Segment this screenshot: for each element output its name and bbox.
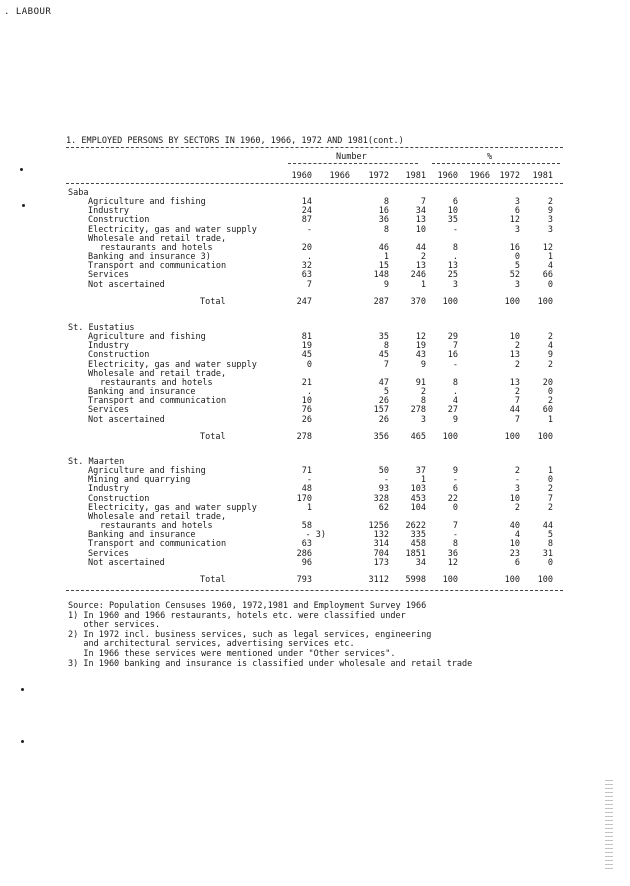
- row-label: Electricity, gas and water supply: [88, 224, 257, 235]
- year-header-number: 1981: [405, 171, 426, 181]
- total-number: 278: [296, 431, 312, 442]
- cell-percent: 2: [514, 341, 520, 352]
- cell-number: 1851: [405, 548, 426, 559]
- cell-number: 87: [301, 215, 312, 226]
- cell-percent: 2: [547, 197, 553, 208]
- cell-number: 37: [415, 466, 426, 477]
- total-number: 5998: [405, 574, 426, 585]
- row-label: Agriculture and fishing: [88, 466, 206, 477]
- row-label: Wholesale and retail trade,: [88, 511, 227, 522]
- section-name: St. Eustatius: [68, 323, 135, 333]
- row-label: Electricity, gas and water supply: [88, 359, 257, 370]
- cell-percent: -: [452, 530, 458, 541]
- cell-number: 1: [420, 475, 426, 486]
- row-label: Industry: [88, 341, 129, 352]
- row-label: Construction: [88, 493, 150, 504]
- cell-percent: -: [452, 224, 458, 235]
- row-label: Agriculture and fishing: [88, 197, 206, 208]
- cell-number: 0: [306, 359, 312, 370]
- cell-number: 2: [420, 252, 426, 263]
- table-title: 1. EMPLOYED PERSONS BY SECTORS IN 1960, 1966, 1972 AND 1981(cont.): [66, 136, 404, 146]
- cell-percent: 7: [514, 414, 520, 425]
- row-label: Agriculture and fishing: [88, 332, 206, 343]
- cell-percent: 44: [542, 521, 553, 532]
- total-percent: 100: [504, 431, 520, 442]
- cell-percent: 29: [447, 332, 458, 343]
- cell-percent: 3: [514, 484, 520, 495]
- cell-percent: 23: [509, 548, 520, 559]
- cell-number: 14: [301, 197, 312, 208]
- cell-number: 335: [410, 530, 426, 541]
- cell-percent: 9: [452, 414, 458, 425]
- number-group-rule: [288, 163, 418, 164]
- row-label: restaurants and hotels: [100, 242, 213, 253]
- cell-percent: 13: [509, 350, 520, 361]
- table-bottom-rule: [66, 590, 563, 591]
- row-label: Electricity, gas and water supply: [88, 502, 257, 513]
- cell-number: 170: [296, 493, 312, 504]
- cell-number: 314: [373, 539, 389, 550]
- cell-percent: 1: [547, 414, 553, 425]
- footnote-line: other services.: [68, 620, 161, 631]
- cell-number: 96: [301, 557, 312, 568]
- cell-number: 34: [415, 557, 426, 568]
- cell-percent: 22: [447, 493, 458, 504]
- cell-number: 3: [420, 414, 426, 425]
- cell-percent: 0: [547, 279, 553, 290]
- cell-number: 26: [301, 414, 312, 425]
- cell-percent: 2: [514, 466, 520, 477]
- cell-percent: 3: [547, 224, 553, 235]
- total-label: Total: [200, 574, 226, 585]
- row-label: Banking and insurance: [88, 530, 196, 541]
- cell-number: -: [383, 475, 389, 486]
- cell-number: 9: [420, 359, 426, 370]
- row-label: Industry: [88, 484, 129, 495]
- cell-number: 8: [420, 396, 426, 407]
- total-percent: 100: [504, 574, 520, 585]
- cell-percent: 3: [514, 279, 520, 290]
- cell-percent: -: [452, 475, 458, 486]
- total-label: Total: [200, 296, 226, 307]
- row-label: Wholesale and retail trade,: [88, 233, 227, 244]
- year-header-percent: 1981: [532, 171, 553, 181]
- footnote-line: 3) In 1960 banking and insurance is classified under wholesale and retail trade: [68, 658, 473, 669]
- row-label: Transport and communication: [88, 539, 227, 550]
- cell-percent: -: [452, 359, 458, 370]
- row-label: restaurants and hotels: [100, 521, 213, 532]
- header-bottom-rule: [66, 183, 563, 184]
- cell-number: 34: [415, 206, 426, 217]
- row-label: Services: [88, 548, 129, 559]
- total-number: 247: [296, 296, 312, 307]
- cell-number: - 3): [305, 530, 326, 541]
- cell-number: 7: [383, 359, 389, 370]
- cell-percent: 9: [452, 466, 458, 477]
- year-header-number: 1966: [329, 171, 350, 181]
- cell-number: 1256: [368, 521, 389, 532]
- cell-number: 46: [378, 242, 389, 253]
- total-percent: 100: [537, 296, 553, 307]
- cell-number: .: [306, 252, 312, 263]
- cell-number: 43: [415, 350, 426, 361]
- cell-number: 26: [378, 396, 389, 407]
- cell-number: 58: [301, 521, 312, 532]
- cell-percent: 4: [547, 341, 553, 352]
- cell-percent: 2: [547, 396, 553, 407]
- total-number: 370: [410, 296, 426, 307]
- cell-percent: 7: [452, 521, 458, 532]
- cell-percent: 6: [514, 557, 520, 568]
- row-label: Construction: [88, 215, 150, 226]
- section-name: Saba: [68, 188, 89, 198]
- percent-group-rule: [432, 163, 560, 164]
- cell-percent: 2: [514, 387, 520, 398]
- cell-percent: 4: [452, 396, 458, 407]
- cell-number: 2: [420, 387, 426, 398]
- cell-percent: 7: [452, 341, 458, 352]
- year-header-number: 1972: [368, 171, 389, 181]
- cell-number: 8: [383, 197, 389, 208]
- cell-percent: 8: [452, 377, 458, 388]
- cell-percent: 66: [542, 270, 553, 281]
- total-number: 356: [373, 431, 389, 442]
- scan-dot: [20, 168, 23, 171]
- cell-number: 24: [301, 206, 312, 217]
- cell-number: 103: [410, 484, 426, 495]
- row-label: restaurants and hotels: [100, 377, 213, 388]
- cell-percent: 4: [514, 530, 520, 541]
- cell-percent: 3: [547, 215, 553, 226]
- year-header-number: 1960: [291, 171, 312, 181]
- cell-percent: 6: [452, 484, 458, 495]
- cell-percent: 10: [509, 493, 520, 504]
- cell-percent: 3: [514, 197, 520, 208]
- cell-percent: 27: [447, 405, 458, 416]
- row-label: Not ascertained: [88, 279, 165, 290]
- cell-number: 8: [383, 341, 389, 352]
- cell-percent: 6: [514, 206, 520, 217]
- cell-number: 71: [301, 466, 312, 477]
- cell-percent: 3: [452, 279, 458, 290]
- row-label: Services: [88, 405, 129, 416]
- scan-dot: [22, 204, 25, 207]
- cell-number: 7: [306, 279, 312, 290]
- cell-number: 62: [378, 502, 389, 513]
- cell-percent: 0: [547, 387, 553, 398]
- cell-percent: 12: [542, 242, 553, 253]
- page-section-header: . LABOUR: [4, 7, 52, 17]
- row-label: Transport and communication: [88, 261, 227, 272]
- cell-percent: 2: [547, 502, 553, 513]
- cell-number: 81: [301, 332, 312, 343]
- cell-number: 12: [415, 332, 426, 343]
- cell-number: 328: [373, 493, 389, 504]
- cell-number: 10: [415, 224, 426, 235]
- cell-percent: 7: [514, 396, 520, 407]
- cell-percent: 60: [542, 405, 553, 416]
- cell-number: 19: [415, 341, 426, 352]
- cell-number: 2622: [405, 521, 426, 532]
- cell-number: 173: [373, 557, 389, 568]
- cell-number: 26: [378, 414, 389, 425]
- footnote-line: 1) In 1960 and 1966 restaurants, hotels etc. were classified under: [68, 610, 406, 621]
- cell-number: 45: [378, 350, 389, 361]
- cell-percent: 4: [547, 261, 553, 272]
- cell-percent: 13: [447, 261, 458, 272]
- cell-number: 286: [296, 548, 312, 559]
- cell-percent: 0: [547, 557, 553, 568]
- scan-dot: [21, 740, 24, 743]
- footnote-line: In 1966 these services were mentioned under "Other services".: [68, 649, 396, 659]
- cell-percent: 40: [509, 521, 520, 532]
- cell-number: 157: [373, 405, 389, 416]
- cell-percent: 8: [452, 242, 458, 253]
- cell-number: 35: [378, 332, 389, 343]
- footnote-line: 2) In 1972 incl. business services, such as legal services, engineering: [68, 629, 432, 640]
- cell-number: 36: [378, 215, 389, 226]
- table-top-rule: [66, 147, 563, 148]
- total-percent: 100: [442, 574, 458, 585]
- year-header-percent: 1966: [469, 171, 490, 181]
- group-header-percent: %: [487, 152, 493, 162]
- row-label: Construction: [88, 350, 150, 361]
- cell-number: 7: [420, 197, 426, 208]
- cell-percent: 10: [447, 206, 458, 217]
- cell-number: 48: [301, 484, 312, 495]
- footnote-line: and architectural services, advertising services etc.: [68, 639, 355, 650]
- cell-number: 76: [301, 405, 312, 416]
- total-percent: 100: [442, 431, 458, 442]
- cell-percent: 36: [447, 548, 458, 559]
- total-number: 3112: [368, 574, 389, 585]
- cell-percent: 5: [514, 261, 520, 272]
- year-header-percent: 1960: [437, 171, 458, 181]
- cell-number: 246: [410, 270, 426, 281]
- row-label: Services: [88, 270, 129, 281]
- cell-percent: 0: [547, 475, 553, 486]
- cell-number: -: [306, 224, 312, 235]
- row-label: Banking and insurance 3): [88, 252, 211, 263]
- cell-number: 13: [415, 261, 426, 272]
- cell-number: 63: [301, 270, 312, 281]
- scan-edge-marks: [605, 780, 613, 870]
- cell-percent: 2: [514, 502, 520, 513]
- cell-percent: 9: [547, 206, 553, 217]
- cell-number: 15: [378, 261, 389, 272]
- cell-number: 10: [301, 396, 312, 407]
- year-header-percent: 1972: [499, 171, 520, 181]
- cell-percent: 25: [447, 270, 458, 281]
- cell-percent: 35: [447, 215, 458, 226]
- row-label: Wholesale and retail trade,: [88, 368, 227, 379]
- scan-dot: [21, 688, 24, 691]
- cell-number: 1: [420, 279, 426, 290]
- cell-number: 19: [301, 341, 312, 352]
- cell-percent: 12: [509, 215, 520, 226]
- cell-number: 1: [383, 252, 389, 263]
- cell-number: .: [306, 387, 312, 398]
- total-label: Total: [200, 431, 226, 442]
- cell-number: 453: [410, 493, 426, 504]
- group-header-number: Number: [336, 152, 367, 162]
- cell-percent: 20: [542, 377, 553, 388]
- cell-percent: 10: [509, 332, 520, 343]
- section-name: St. Maarten: [68, 457, 125, 467]
- cell-number: 47: [378, 377, 389, 388]
- cell-percent: 1: [547, 252, 553, 263]
- cell-percent: -: [514, 475, 520, 486]
- total-number: 793: [296, 574, 312, 585]
- cell-number: 44: [415, 242, 426, 253]
- cell-number: 93: [378, 484, 389, 495]
- cell-number: 5: [383, 387, 389, 398]
- cell-percent: 3: [514, 224, 520, 235]
- total-number: 287: [373, 296, 389, 307]
- cell-percent: 16: [509, 242, 520, 253]
- row-label: Not ascertained: [88, 557, 165, 568]
- cell-number: 132: [373, 530, 389, 541]
- cell-percent: 13: [509, 377, 520, 388]
- cell-number: 104: [410, 502, 426, 513]
- row-label: Banking and insurance: [88, 387, 196, 398]
- total-percent: 100: [442, 296, 458, 307]
- cell-percent: 2: [547, 359, 553, 370]
- cell-percent: 12: [447, 557, 458, 568]
- cell-percent: 6: [452, 197, 458, 208]
- cell-percent: 0: [514, 252, 520, 263]
- cell-number: 278: [410, 405, 426, 416]
- cell-number: 704: [373, 548, 389, 559]
- cell-number: 9: [383, 279, 389, 290]
- cell-number: 458: [410, 539, 426, 550]
- cell-percent: .: [452, 387, 458, 398]
- cell-percent: 0: [452, 502, 458, 513]
- cell-percent: .: [452, 252, 458, 263]
- row-label: Industry: [88, 206, 129, 217]
- cell-percent: 2: [547, 484, 553, 495]
- cell-number: 13: [415, 215, 426, 226]
- cell-percent: 44: [509, 405, 520, 416]
- cell-number: 91: [415, 377, 426, 388]
- row-label: Not ascertained: [88, 414, 165, 425]
- cell-number: 20: [301, 242, 312, 253]
- cell-percent: 2: [547, 332, 553, 343]
- cell-percent: 52: [509, 270, 520, 281]
- total-percent: 100: [537, 431, 553, 442]
- total-percent: 100: [537, 574, 553, 585]
- cell-number: 1: [306, 502, 312, 513]
- row-label: Transport and communication: [88, 396, 227, 407]
- row-label: Mining and quarrying: [88, 475, 191, 486]
- cell-number: 50: [378, 466, 389, 477]
- total-percent: 100: [504, 296, 520, 307]
- cell-number: 32: [301, 261, 312, 272]
- cell-number: 16: [378, 206, 389, 217]
- cell-percent: 8: [452, 539, 458, 550]
- cell-percent: 31: [542, 548, 553, 559]
- total-number: 465: [410, 431, 426, 442]
- cell-percent: 16: [447, 350, 458, 361]
- cell-percent: 9: [547, 350, 553, 361]
- cell-percent: 1: [547, 466, 553, 477]
- cell-number: 45: [301, 350, 312, 361]
- source-note: Source: Population Censuses 1960, 1972,1981 and Employment Survey 1966: [68, 601, 427, 611]
- cell-percent: 10: [509, 539, 520, 550]
- cell-percent: 2: [514, 359, 520, 370]
- cell-number: -: [306, 475, 312, 486]
- cell-percent: 8: [547, 539, 553, 550]
- cell-percent: 7: [547, 493, 553, 504]
- cell-number: 21: [301, 377, 312, 388]
- cell-percent: 5: [547, 530, 553, 541]
- cell-number: 63: [301, 539, 312, 550]
- cell-number: 8: [383, 224, 389, 235]
- cell-number: 148: [373, 270, 389, 281]
